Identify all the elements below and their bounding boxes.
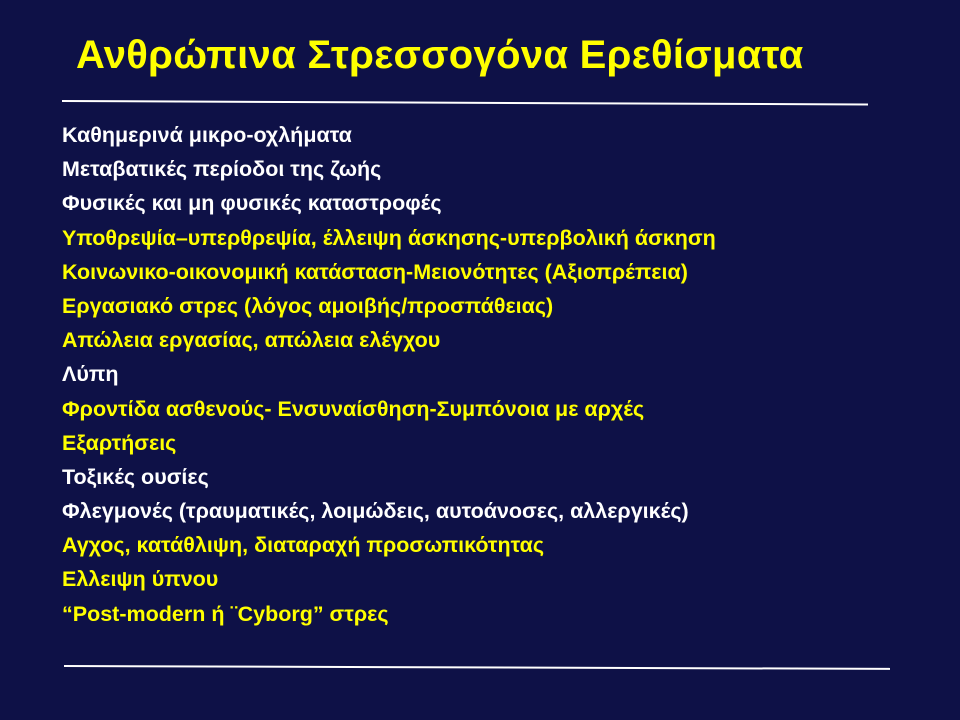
list-item: Απώλεια εργασίας, απώλεια ελέγχου — [62, 328, 441, 353]
list-item: Εργασιακό στρες (λόγος αμοιβής/προσπάθειας) — [62, 293, 554, 318]
list-item: Καθημερινά μικρο-οχλήματα — [62, 123, 352, 147]
top-divider — [62, 100, 868, 106]
list-item: Αγχος, κατάθλιψη, διαταραχή προσωπικότητας — [62, 533, 545, 558]
list-item: Φλεγμονές (τραυματικές, λοιμώδεις, αυτοάνοσες, αλλεργικές) — [62, 499, 689, 524]
list-item: Μεταβατικές περίοδοι της ζωής — [62, 157, 382, 182]
bottom-divider — [64, 665, 890, 670]
list-item: “Post-modern ή ¨Cyborg” στρες — [62, 601, 389, 626]
list-item: Εξαρτήσεις — [62, 430, 177, 455]
list-item: Ελλειψη ύπνου — [62, 567, 219, 592]
list-item: Λύπη — [62, 362, 119, 387]
list-item: Φροντίδα ασθενούς- Ενσυναίσθηση-Συμπόνοια με αρχές — [62, 396, 645, 421]
list-item: Τοξικές ουσίες — [62, 464, 209, 489]
list-item: Κοινωνικο-οικονομική κατάσταση-Μειονότητες (Αξιοπρέπεια) — [62, 259, 688, 284]
list-item: Φυσικές και μη φυσικές καταστροφές — [62, 191, 442, 216]
stressor-list — [62, 118, 716, 631]
slide-title: Ανθρώπινα Στρεσσογόνα Ερεθίσματα — [76, 33, 804, 77]
list-item: Υποθρεψία–υπερθρεψία, έλλειψη άσκησης-υπερβολική άσκηση — [62, 225, 716, 250]
